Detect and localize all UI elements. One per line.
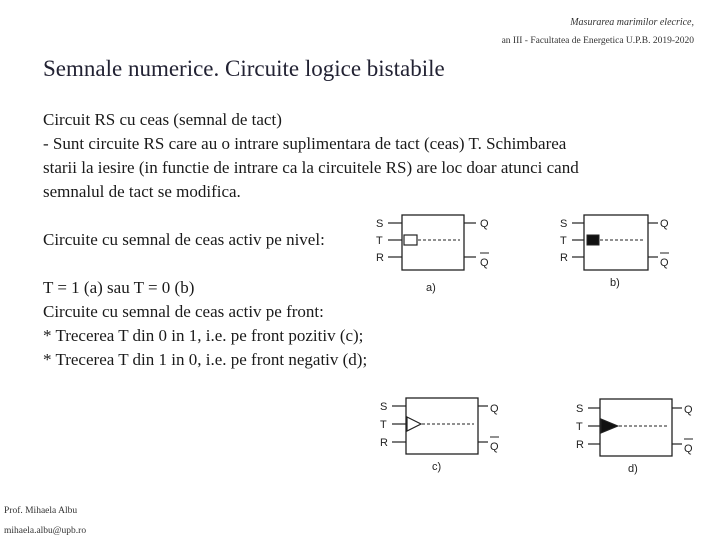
pin-t-label: T — [576, 421, 583, 433]
positive-edge-line: * Trecerea T din 0 in 1, i.e. pe front pozitiv (c); — [43, 326, 364, 345]
diagram-c — [380, 398, 499, 473]
clock-negative-edge-symbol — [601, 419, 618, 433]
output-qbar-label: Q — [684, 443, 693, 455]
edge-triggered-line: Circuite cu semnal de ceas activ pe front: — [43, 302, 324, 321]
output-q-label: Q — [480, 218, 489, 230]
course-header: Masurarea marimilor elecrice, — [570, 17, 694, 28]
output-q-label: Q — [684, 404, 693, 416]
output-qbar-label: Q — [660, 257, 669, 269]
diagram-b — [560, 215, 669, 289]
course-subheader: an III - Facultatea de Energetica U.P.B. 2019-2020 — [501, 36, 694, 46]
clock-level-low-symbol — [587, 235, 599, 245]
diagram-a — [376, 215, 489, 294]
output-qbar-label: Q — [490, 441, 499, 453]
pin-t-label: T — [380, 419, 387, 431]
diagram-d — [576, 399, 693, 475]
clock-level-high-symbol — [404, 235, 417, 245]
negative-edge-line: * Trecerea T din 1 in 0, i.e. pe front negativ (d); — [43, 350, 368, 369]
pin-t-label: T — [376, 235, 383, 247]
paragraph-line: starii la iesire (in functie de intrare ca la circuitele RS) are loc doar atunci cand — [43, 158, 579, 177]
level-triggered-line: Circuite cu semnal de ceas activ pe nivel: — [43, 230, 325, 249]
flipflop-box — [402, 215, 464, 270]
pin-s-label: S — [576, 403, 584, 415]
footer-author: Prof. Mihaela Albu — [4, 506, 78, 516]
pin-s-label: S — [380, 401, 388, 413]
pin-s-label: S — [376, 218, 384, 230]
paragraph-line: - Sunt circuite RS care au o intrare suplimentara de tact (ceas) T. Schimbarea — [43, 134, 567, 153]
diagram-b-label: b) — [610, 277, 620, 289]
pin-s-label: S — [560, 218, 568, 230]
level-condition-line: T = 1 (a) sau T = 0 (b) — [43, 278, 195, 297]
diagram-a-label: a) — [426, 282, 436, 294]
output-qbar-label: Q — [480, 257, 489, 269]
paragraph-line: semnalul de tact se modifica. — [43, 182, 241, 201]
output-q-label: Q — [490, 403, 499, 415]
pin-r-label: R — [560, 252, 568, 264]
footer-email: mihaela.albu@upb.ro — [4, 526, 87, 536]
diagram-d-label: d) — [628, 463, 638, 475]
output-q-label: Q — [660, 218, 669, 230]
paragraph-line: Circuit RS cu ceas (semnal de tact) — [43, 110, 282, 129]
slide-title: Semnale numerice. Circuite logice bistabile — [43, 56, 445, 81]
pin-r-label: R — [376, 252, 384, 264]
clock-positive-edge-symbol — [407, 417, 421, 431]
pin-r-label: R — [380, 437, 388, 449]
pin-r-label: R — [576, 439, 584, 451]
diagram-c-label: c) — [432, 461, 442, 473]
pin-t-label: T — [560, 235, 567, 247]
